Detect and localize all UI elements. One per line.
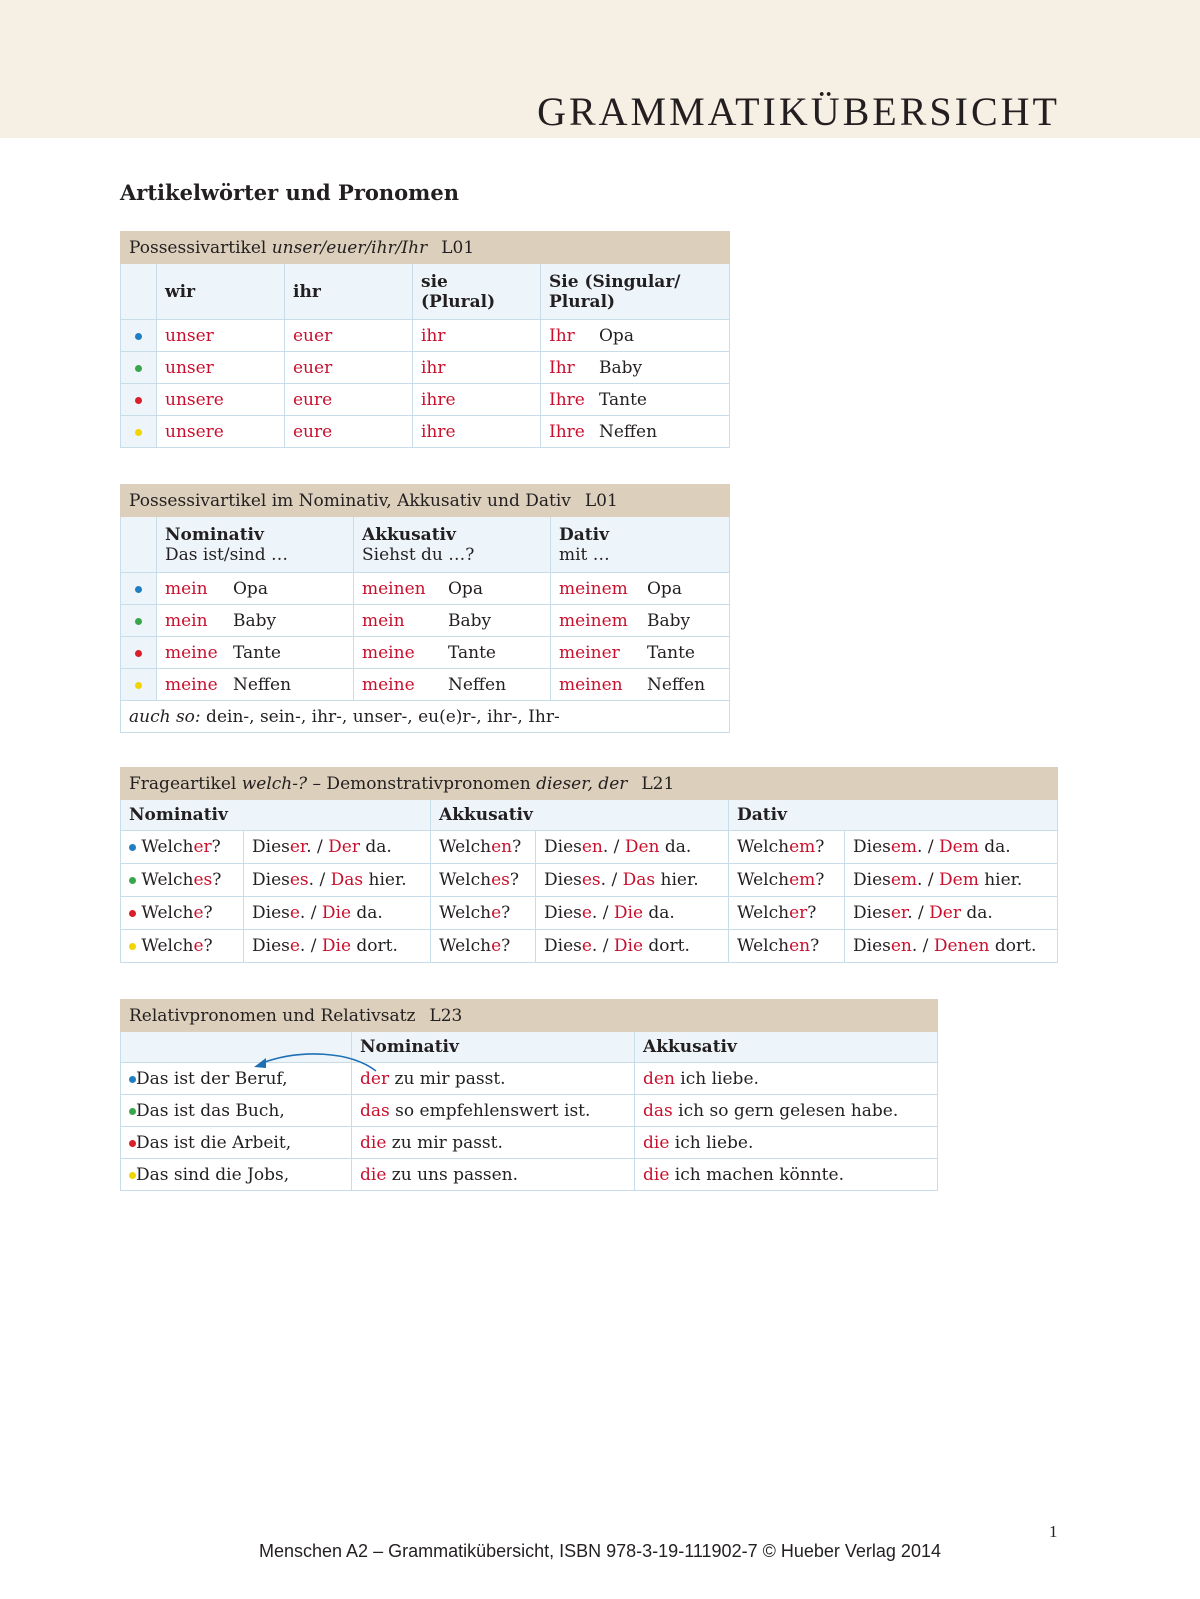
column-header: Nominativ bbox=[121, 800, 431, 831]
table-caption: Relativpronomen und Relativsatz L23 bbox=[121, 1000, 938, 1032]
table-row: Welche? Diese. / Die da. Welche? Diese. / Die da. Welcher? Dieser. / Der da. bbox=[121, 897, 1058, 930]
table-caption: Possessivartikel unser/euer/ihr/Ihr L01 bbox=[121, 232, 730, 264]
masculine-dot-icon bbox=[135, 586, 142, 593]
footer: Menschen A2 – Grammatikübersicht, ISBN 978-3-19-111902-7 © Hueber Verlag 2014 bbox=[259, 1541, 941, 1561]
neuter-dot-icon bbox=[135, 365, 142, 372]
lesson-ref: L23 bbox=[429, 1005, 463, 1026]
masculine-dot-icon bbox=[135, 333, 142, 340]
table-row: meine Tante meine Tante meiner Tante bbox=[121, 637, 730, 669]
table-row: Das ist das Buch, das so empfehlenswert ist. das ich so gern gelesen habe. bbox=[121, 1095, 938, 1127]
table-row: unser euer ihr Ihr Opa bbox=[121, 320, 730, 352]
column-header: Akkusativ bbox=[431, 800, 729, 831]
column-header: Dativ bbox=[729, 800, 1058, 831]
table-row: Welche? Diese. / Die dort. Welche? Diese. / Die dort. Welchen? Diesen. / Denen dort. bbox=[121, 930, 1058, 963]
table-row: unsere eure ihre Ihre Neffen bbox=[121, 416, 730, 448]
table-row: Das ist der Beruf, der zu mir passt. den ich liebe. bbox=[121, 1063, 938, 1095]
lesson-ref: L21 bbox=[641, 773, 675, 794]
column-header: wir bbox=[157, 264, 285, 320]
neuter-dot-icon bbox=[129, 877, 136, 884]
lesson-ref: L01 bbox=[441, 237, 475, 258]
case-possessive-table bbox=[120, 484, 730, 733]
plural-dot-icon bbox=[135, 429, 142, 436]
page-title: GRAMMATIKÜBERSICHT bbox=[537, 89, 1060, 134]
table-row: mein Opa meinen Opa meinem Opa bbox=[121, 573, 730, 605]
column-header: sie (Plural) bbox=[413, 264, 541, 320]
table-row: unsere eure ihre Ihre Tante bbox=[121, 384, 730, 416]
plural-dot-icon bbox=[135, 682, 142, 689]
table-row: unser euer ihr Ihr Baby bbox=[121, 352, 730, 384]
demonstrative-table bbox=[120, 767, 1058, 963]
table-row: Welcher? Dieser. / Der da. Welchen? Diesen. / Den da. Welchem? Diesem. / Dem da. bbox=[121, 831, 1058, 864]
neuter-dot-icon bbox=[135, 618, 142, 625]
section-title: Artikelwörter und Pronomen bbox=[120, 180, 460, 205]
relative-clause-table bbox=[120, 999, 938, 1191]
feminine-dot-icon bbox=[129, 910, 136, 917]
neuter-dot-icon bbox=[129, 1108, 136, 1115]
column-header: Sie (Singular/ Plural) bbox=[541, 264, 730, 320]
column-header: Nominativ Das ist/sind … bbox=[157, 517, 354, 573]
table-row: meine Neffen meine Neffen meinen Neffen bbox=[121, 669, 730, 701]
table-note: auch so: dein-, sein-, ihr-, unser-, eu(e)r-, ihr-, Ihr- bbox=[121, 701, 730, 733]
column-header: Akkusativ bbox=[635, 1032, 938, 1063]
column-header: ihr bbox=[285, 264, 413, 320]
possessive-table bbox=[120, 231, 730, 448]
column-header: Dativ mit … bbox=[551, 517, 730, 573]
table-caption: Possessivartikel im Nominativ, Akkusativ und Dativ L01 bbox=[121, 485, 730, 517]
column-header: Akkusativ Siehst du …? bbox=[354, 517, 551, 573]
feminine-dot-icon bbox=[135, 397, 142, 404]
table-caption: Frageartikel welch-? – Demonstrativpronomen dieser, der L21 bbox=[121, 768, 1058, 800]
column-header: Nominativ bbox=[352, 1032, 635, 1063]
plural-dot-icon bbox=[129, 1172, 136, 1179]
reference-arrow-icon bbox=[240, 1049, 380, 1079]
feminine-dot-icon bbox=[135, 650, 142, 657]
feminine-dot-icon bbox=[129, 1140, 136, 1147]
table-row: mein Baby mein Baby meinem Baby bbox=[121, 605, 730, 637]
table-row: Das ist die Arbeit, die zu mir passt. die ich liebe. bbox=[121, 1127, 938, 1159]
lesson-ref: L01 bbox=[584, 490, 618, 511]
plural-dot-icon bbox=[129, 943, 136, 950]
masculine-dot-icon bbox=[129, 844, 136, 851]
page-number: 1 bbox=[1049, 1522, 1058, 1541]
table-row: Das sind die Jobs, die zu uns passen. die ich machen könnte. bbox=[121, 1159, 938, 1191]
table-row: Welches? Dieses. / Das hier. Welches? Dieses. / Das hier. Welchem? Diesem. / Dem hier. bbox=[121, 864, 1058, 897]
masculine-dot-icon bbox=[129, 1076, 136, 1083]
